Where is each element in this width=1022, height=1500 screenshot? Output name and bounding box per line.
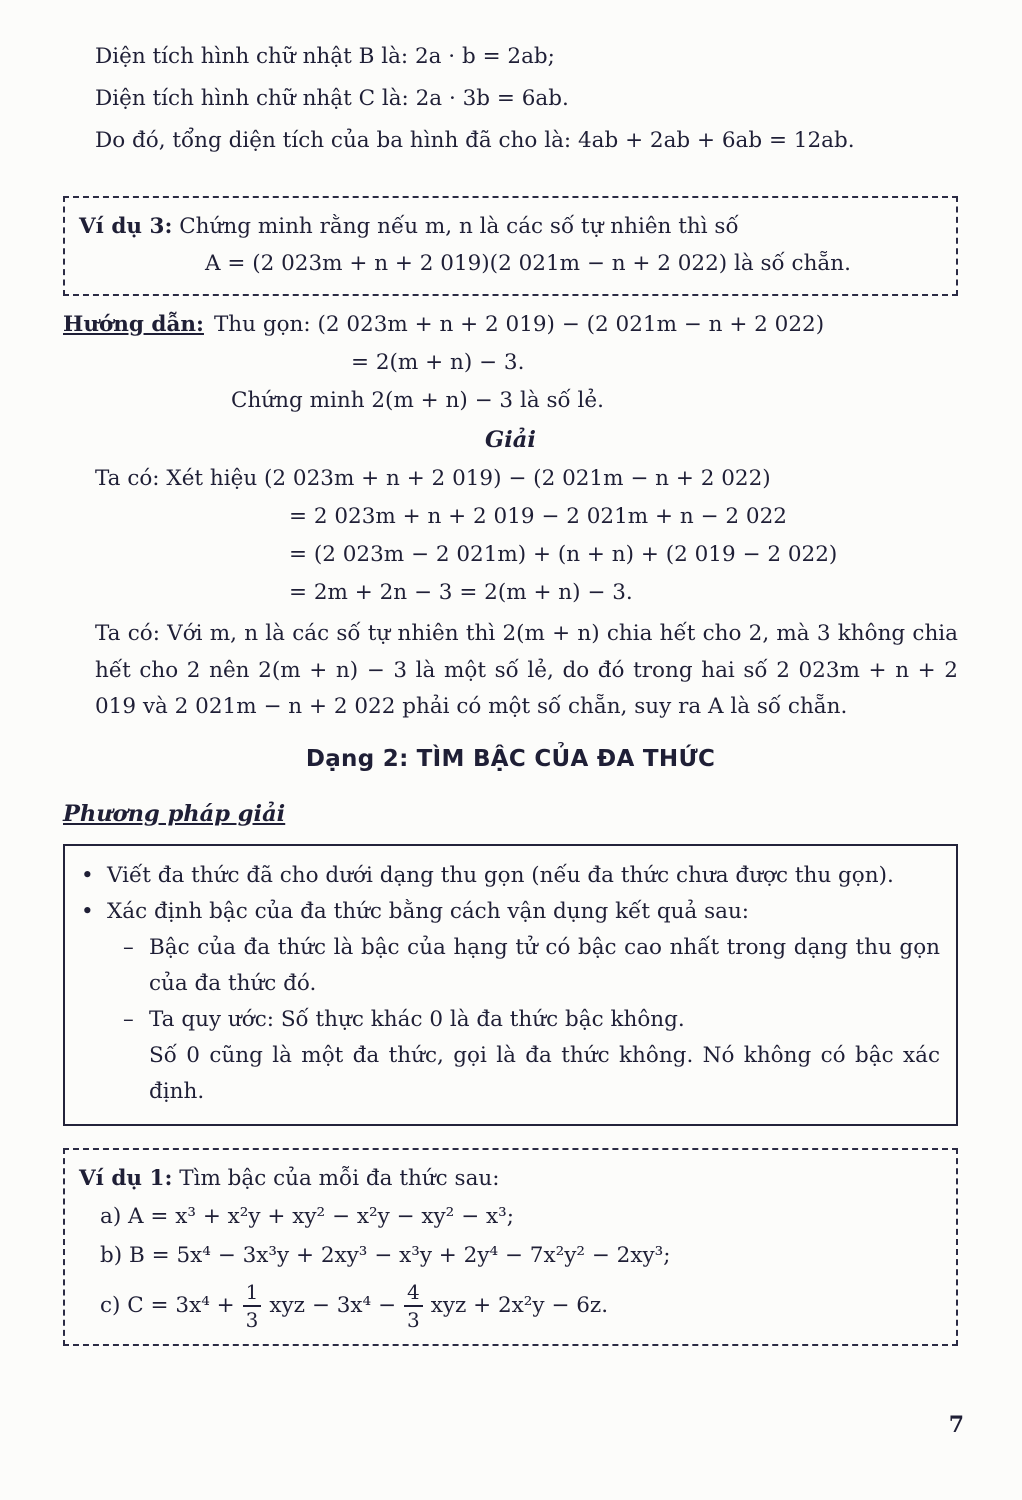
area-line-1: Diện tích hình chữ nhật B là: 2a · b = 2ab; <box>95 44 555 69</box>
example1-intro-text: Tìm bậc của mỗi đa thức sau: <box>179 1165 500 1191</box>
solution-heading: Giải <box>485 427 536 453</box>
solution-line-4: = 2m + 2n − 3 = 2(m + n) − 3. <box>289 580 633 605</box>
area-line-3: Do đó, tổng diện tích của ba hình đã cho là: 4ab + 2ab + 6ab = 12ab. <box>95 128 855 153</box>
example3-statement: A = (2 023m + n + 2 019)(2 021m − n + 2 022) là số chẵn. <box>205 251 851 276</box>
solution-line-1: Ta có: Xét hiệu (2 023m + n + 2 019) − (2 021m − n + 2 022) <box>95 466 771 491</box>
polynomial-c <box>100 1280 942 1332</box>
guidance-line-1 <box>63 306 958 344</box>
fraction-denominator: 3 <box>404 1305 423 1330</box>
method-subitem-1-text: Bậc của đa thức là bậc của hạng tử có bậc cao nhất trong dạng thu gọn của đa thức đó. <box>149 934 940 996</box>
polynomial-a: a) A = x³ + x²y + xy² − x²y − xy² − x³; <box>100 1203 514 1229</box>
method-bullet-1-text: Viết đa thức đã cho dưới dạng thu gọn (nếu đa thức chưa được thu gọn). <box>107 862 894 888</box>
guidance-step1: Thu gọn: (2 023m + n + 2 019) − (2 021m − n + 2 022) <box>213 312 825 337</box>
solution-section <box>63 460 958 726</box>
polynomial-c-part2: xyz − 3x⁴ − <box>269 1292 396 1318</box>
method-heading: Phương pháp giải <box>63 800 286 827</box>
solution-conclusion: Ta có: Với m, n là các số tự nhiên thì 2(m + n) chia hết cho 2, mà 3 không chia hết cho 2 nên 2(m + n) − 3 là một số lẻ, do đó trong hai số 2 023m + n + 2 019 và 2 021m − n + 2 022 phải có một số chẵn, suy ra A là số chẵn. <box>95 621 958 719</box>
example1-label: Ví dụ 1: <box>79 1165 173 1191</box>
section2-prefix: Dạng 2: <box>305 745 409 772</box>
method-bullet-2-text: Xác định bậc của đa thức bằng cách vận dụng kết quả sau: <box>107 898 750 924</box>
section2-title: TÌM BẬC CỦA ĐA THỨC <box>416 745 716 772</box>
method-subitem-2-text: Ta quy ước: Số thực khác 0 là đa thức bậc không. <box>149 1006 685 1032</box>
fraction-denominator: 3 <box>243 1305 262 1330</box>
polynomial-b: b) B = 5x⁴ − 3x³y + 2xy³ − x³y + 2y⁴ − 7x²y² − 2xy³; <box>100 1242 671 1268</box>
solution-line-2: = 2 023m + n + 2 019 − 2 021m + n − 2 022 <box>289 504 787 529</box>
area-section <box>63 36 958 162</box>
guidance-label: Hướng dẫn: <box>63 312 204 337</box>
fraction-four-thirds <box>404 1279 423 1332</box>
polynomial-c-part1: c) C = 3x⁴ + <box>100 1292 235 1318</box>
guidance-step2: = 2(m + n) − 3. <box>351 350 525 375</box>
example3-intro-line <box>79 208 942 245</box>
dash-marker: – <box>123 934 134 960</box>
example3-intro-text: Chứng minh rằng nếu m, n là các số tự nhiên thì số <box>179 214 739 239</box>
bullet-marker: • <box>81 898 94 924</box>
bullet-marker: • <box>81 862 94 888</box>
dash-marker: – <box>123 1006 134 1032</box>
fraction-one-third <box>243 1279 262 1332</box>
fraction-numerator: 4 <box>406 1279 420 1304</box>
section2-heading <box>63 744 958 774</box>
example1-intro-line <box>79 1160 942 1197</box>
example3-box <box>63 196 958 296</box>
fraction-numerator: 1 <box>245 1279 259 1304</box>
page-number: 7 <box>948 1412 964 1438</box>
guidance-section <box>63 306 958 420</box>
example3-label: Ví dụ 3: <box>79 214 173 239</box>
method-subitem-2 <box>123 1002 940 1038</box>
solution-line-3: = (2 023m − 2 021m) + (n + n) + (2 019 − 2 022) <box>289 542 838 567</box>
method-subitem-1 <box>123 930 940 1002</box>
method-box <box>63 844 958 1126</box>
method-bullet-2 <box>81 894 940 930</box>
method-bullet-1 <box>81 858 940 894</box>
polynomial-c-part3: xyz + 2x²y − 6z. <box>430 1292 609 1318</box>
example1-box <box>63 1148 958 1346</box>
method-subitem-3: Số 0 cũng là một đa thức, gọi là đa thức không. Nó không có bậc xác định. <box>149 1042 940 1104</box>
area-line-2: Diện tích hình chữ nhật C là: 2a · 3b = 6ab. <box>95 86 569 111</box>
guidance-step3: Chứng minh 2(m + n) − 3 là số lẻ. <box>231 388 604 413</box>
